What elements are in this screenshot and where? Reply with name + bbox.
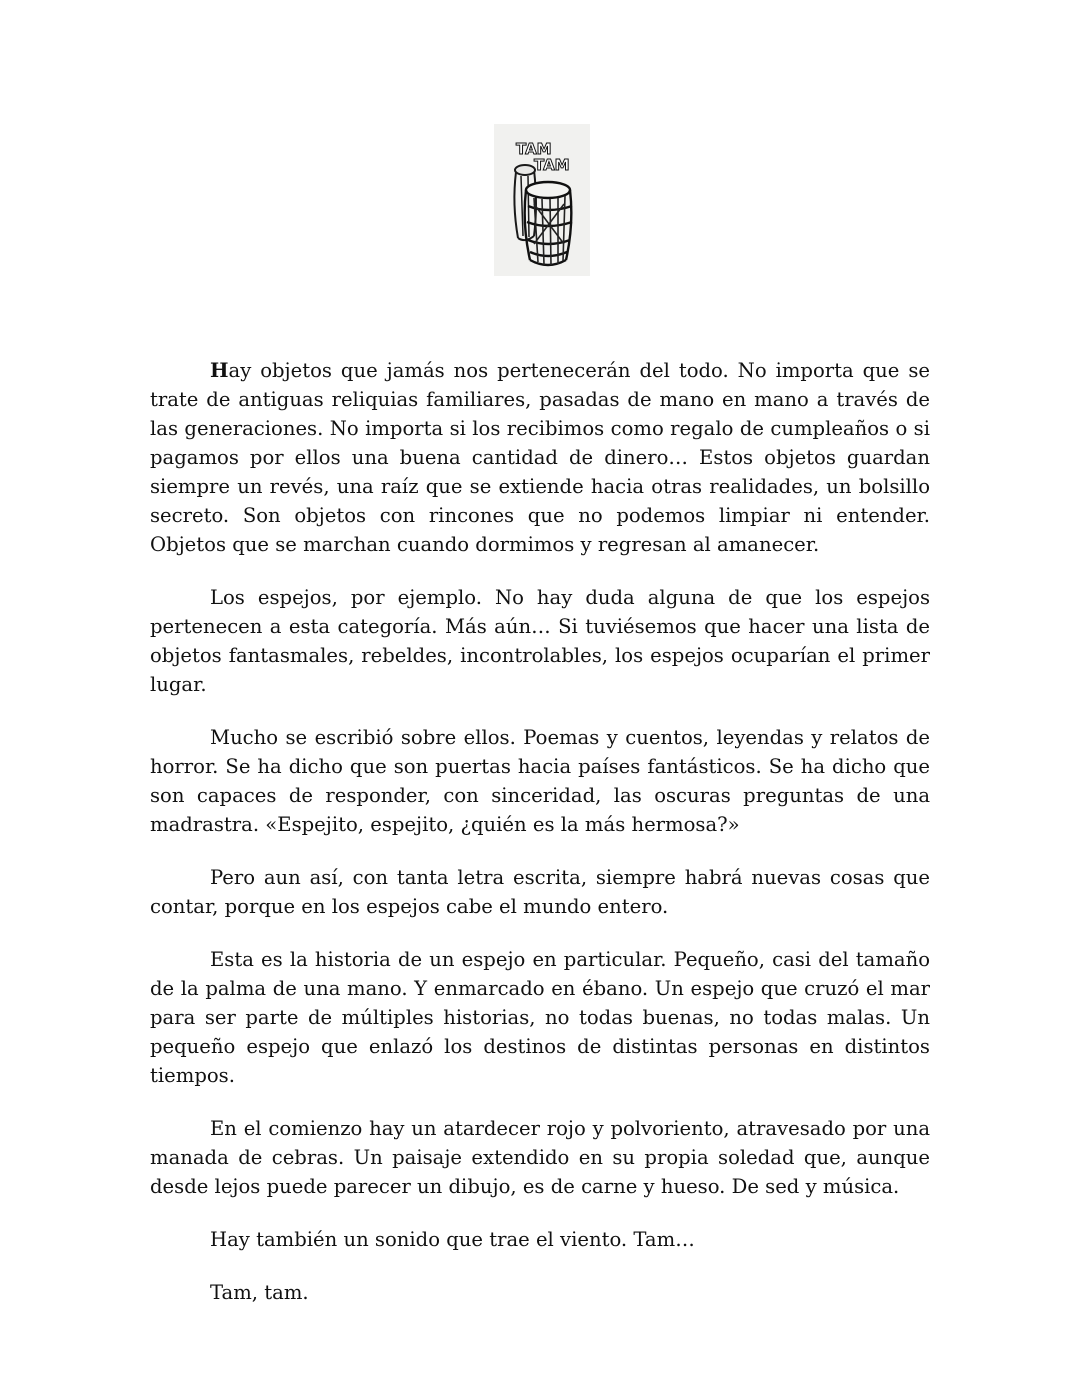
logo-lettering-1: TAM xyxy=(516,140,552,158)
paragraph-8: Tam, tam. xyxy=(210,1281,309,1304)
paragraph-7: Hay también un sonido que trae el viento. Tam… xyxy=(210,1228,695,1251)
story-text xyxy=(150,356,930,1331)
tam-tam-drum-logo xyxy=(494,124,590,276)
logo-lettering-2: TAM xyxy=(534,156,570,174)
paragraph-5: Esta es la historia de un espejo en particular. Pequeño, casi del tamaño de la palma de una mano. Y enmarcado en ébano. Un espejo que cruzó el mar para ser parte de múltiples historias, no todas buenas, no todas malas. Un pequeño espejo que enlazó los destinos de distintas personas en distintos tiempos. xyxy=(150,948,930,1087)
paragraph-1-text: ay objetos que jamás nos pertenecerán del todo. No importa que se trate de antiguas reliquias familiares, pasadas de mano en mano a través de las generaciones. No importa si los recibimos como regalo de cumpleaños o si pagamos por ellos una buena cantidad de dinero… Estos objetos guardan siempre un revés, una raíz que se extiende hacia otras realidades, un bolsillo secreto. Son objetos con rincones que no podemos limpiar ni entender. Objetos que se marchan cuando dormimos y regresan al amanecer. xyxy=(150,359,930,556)
paragraph-2: Los espejos, por ejemplo. No hay duda alguna de que los espejos pertenecen a esta categoría. Más aún… Si tuviésemos que hacer una lista de objetos fantasmales, rebeldes, incontrolables, los espejos ocuparían el primer lugar. xyxy=(150,586,930,696)
paragraph-3: Mucho se escribió sobre ellos. Poemas y cuentos, leyendas y relatos de horror. Se ha dicho que son puertas hacia países fantásticos. Se ha dicho que son capaces de responder, con sinceridad, las oscuras preguntas de una madrastra. «Espejito, espejito, ¿quién es la más hermosa?» xyxy=(150,726,930,836)
paragraph-1 xyxy=(150,356,930,559)
paragraph-6: En el comienzo hay un atardecer rojo y polvoriento, atravesado por una manada de cebras. Un paisaje extendido en su propia soledad que, aunque desde lejos puede parecer un dibujo, es de carne y hueso. De sed y música. xyxy=(150,1117,930,1198)
drop-letter: H xyxy=(210,359,229,382)
paragraph-4: Pero aun así, con tanta letra escrita, siempre habrá nuevas cosas que contar, porque en los espejos cabe el mundo entero. xyxy=(150,866,930,918)
